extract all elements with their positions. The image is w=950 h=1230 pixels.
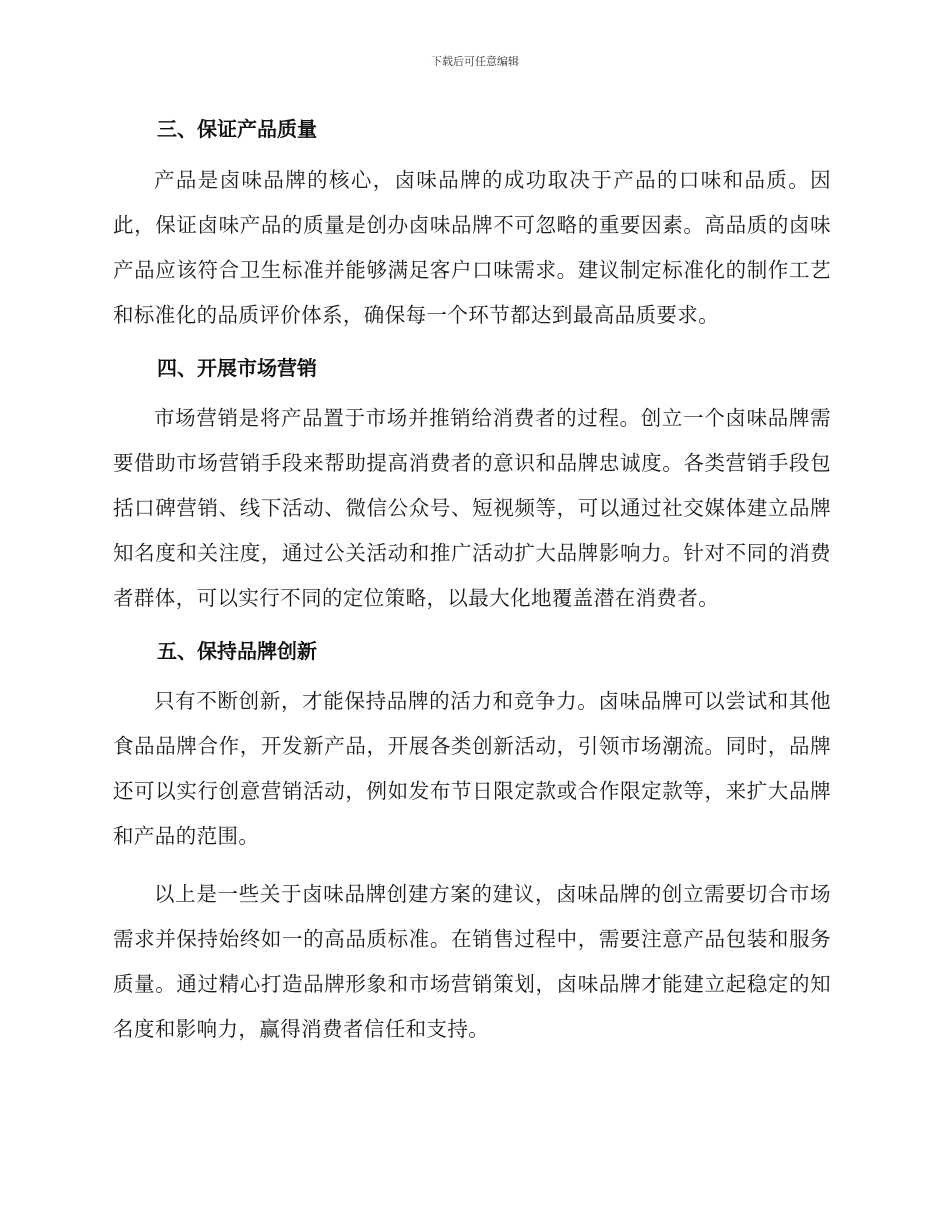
- paragraph-conclusion: 以上是一些关于卤味品牌创建方案的建议，卤味品牌的创立需要切合市场需求并保持始终如一的高品质标准。在销售过程中，需要注意产品包装和服务质量。通过精心打造品牌形象和市场营销策划，卤味品牌才能建立起稳定的知名度和影响力，赢得消费者信任和支持。: [113, 882, 831, 1041]
- section-heading-marketing: 四、开展市场营销: [157, 356, 317, 380]
- paragraph-quality: 产品是卤味品牌的核心，卤味品牌的成功取决于产品的口味和品质。因此，保证卤味产品的质量是创办卤味品牌不可忽略的重要因素。高品质的卤味产品应该符合卫生标准并能够满足客户口味需求。建议制定标准化的制作工艺和标准化的品质评价体系，确保每一个环节都达到最高品质要求。: [113, 168, 831, 327]
- paragraph-innovation: 只有不断创新，才能保持品牌的活力和竞争力。卤味品牌可以尝试和其他食品品牌合作，开发新产品，开展各类创新活动，引领市场潮流。同时，品牌还可以实行创意营销活动，例如发布节日限定款或合作限定款等，来扩大品牌和产品的范围。: [113, 689, 831, 848]
- page-header: 下载后可任意编辑: [431, 55, 519, 68]
- document-body: [113, 114, 831, 1052]
- section-heading-innovation: 五、保持品牌创新: [157, 639, 317, 663]
- section-heading-quality: 三、保证产品质量: [157, 117, 317, 141]
- paragraph-marketing: 市场营销是将产品置于市场并推销给消费者的过程。创立一个卤味品牌需要借助市场营销手段来帮助提高消费者的意识和品牌忠诚度。各类营销手段包括口碑营销、线下活动、微信公众号、短视频等，可以通过社交媒体建立品牌知名度和关注度，通过公关活动和推广活动扩大品牌影响力。针对不同的消费者群体，可以实行不同的定位策略，以最大化地覆盖潜在消费者。: [113, 406, 831, 610]
